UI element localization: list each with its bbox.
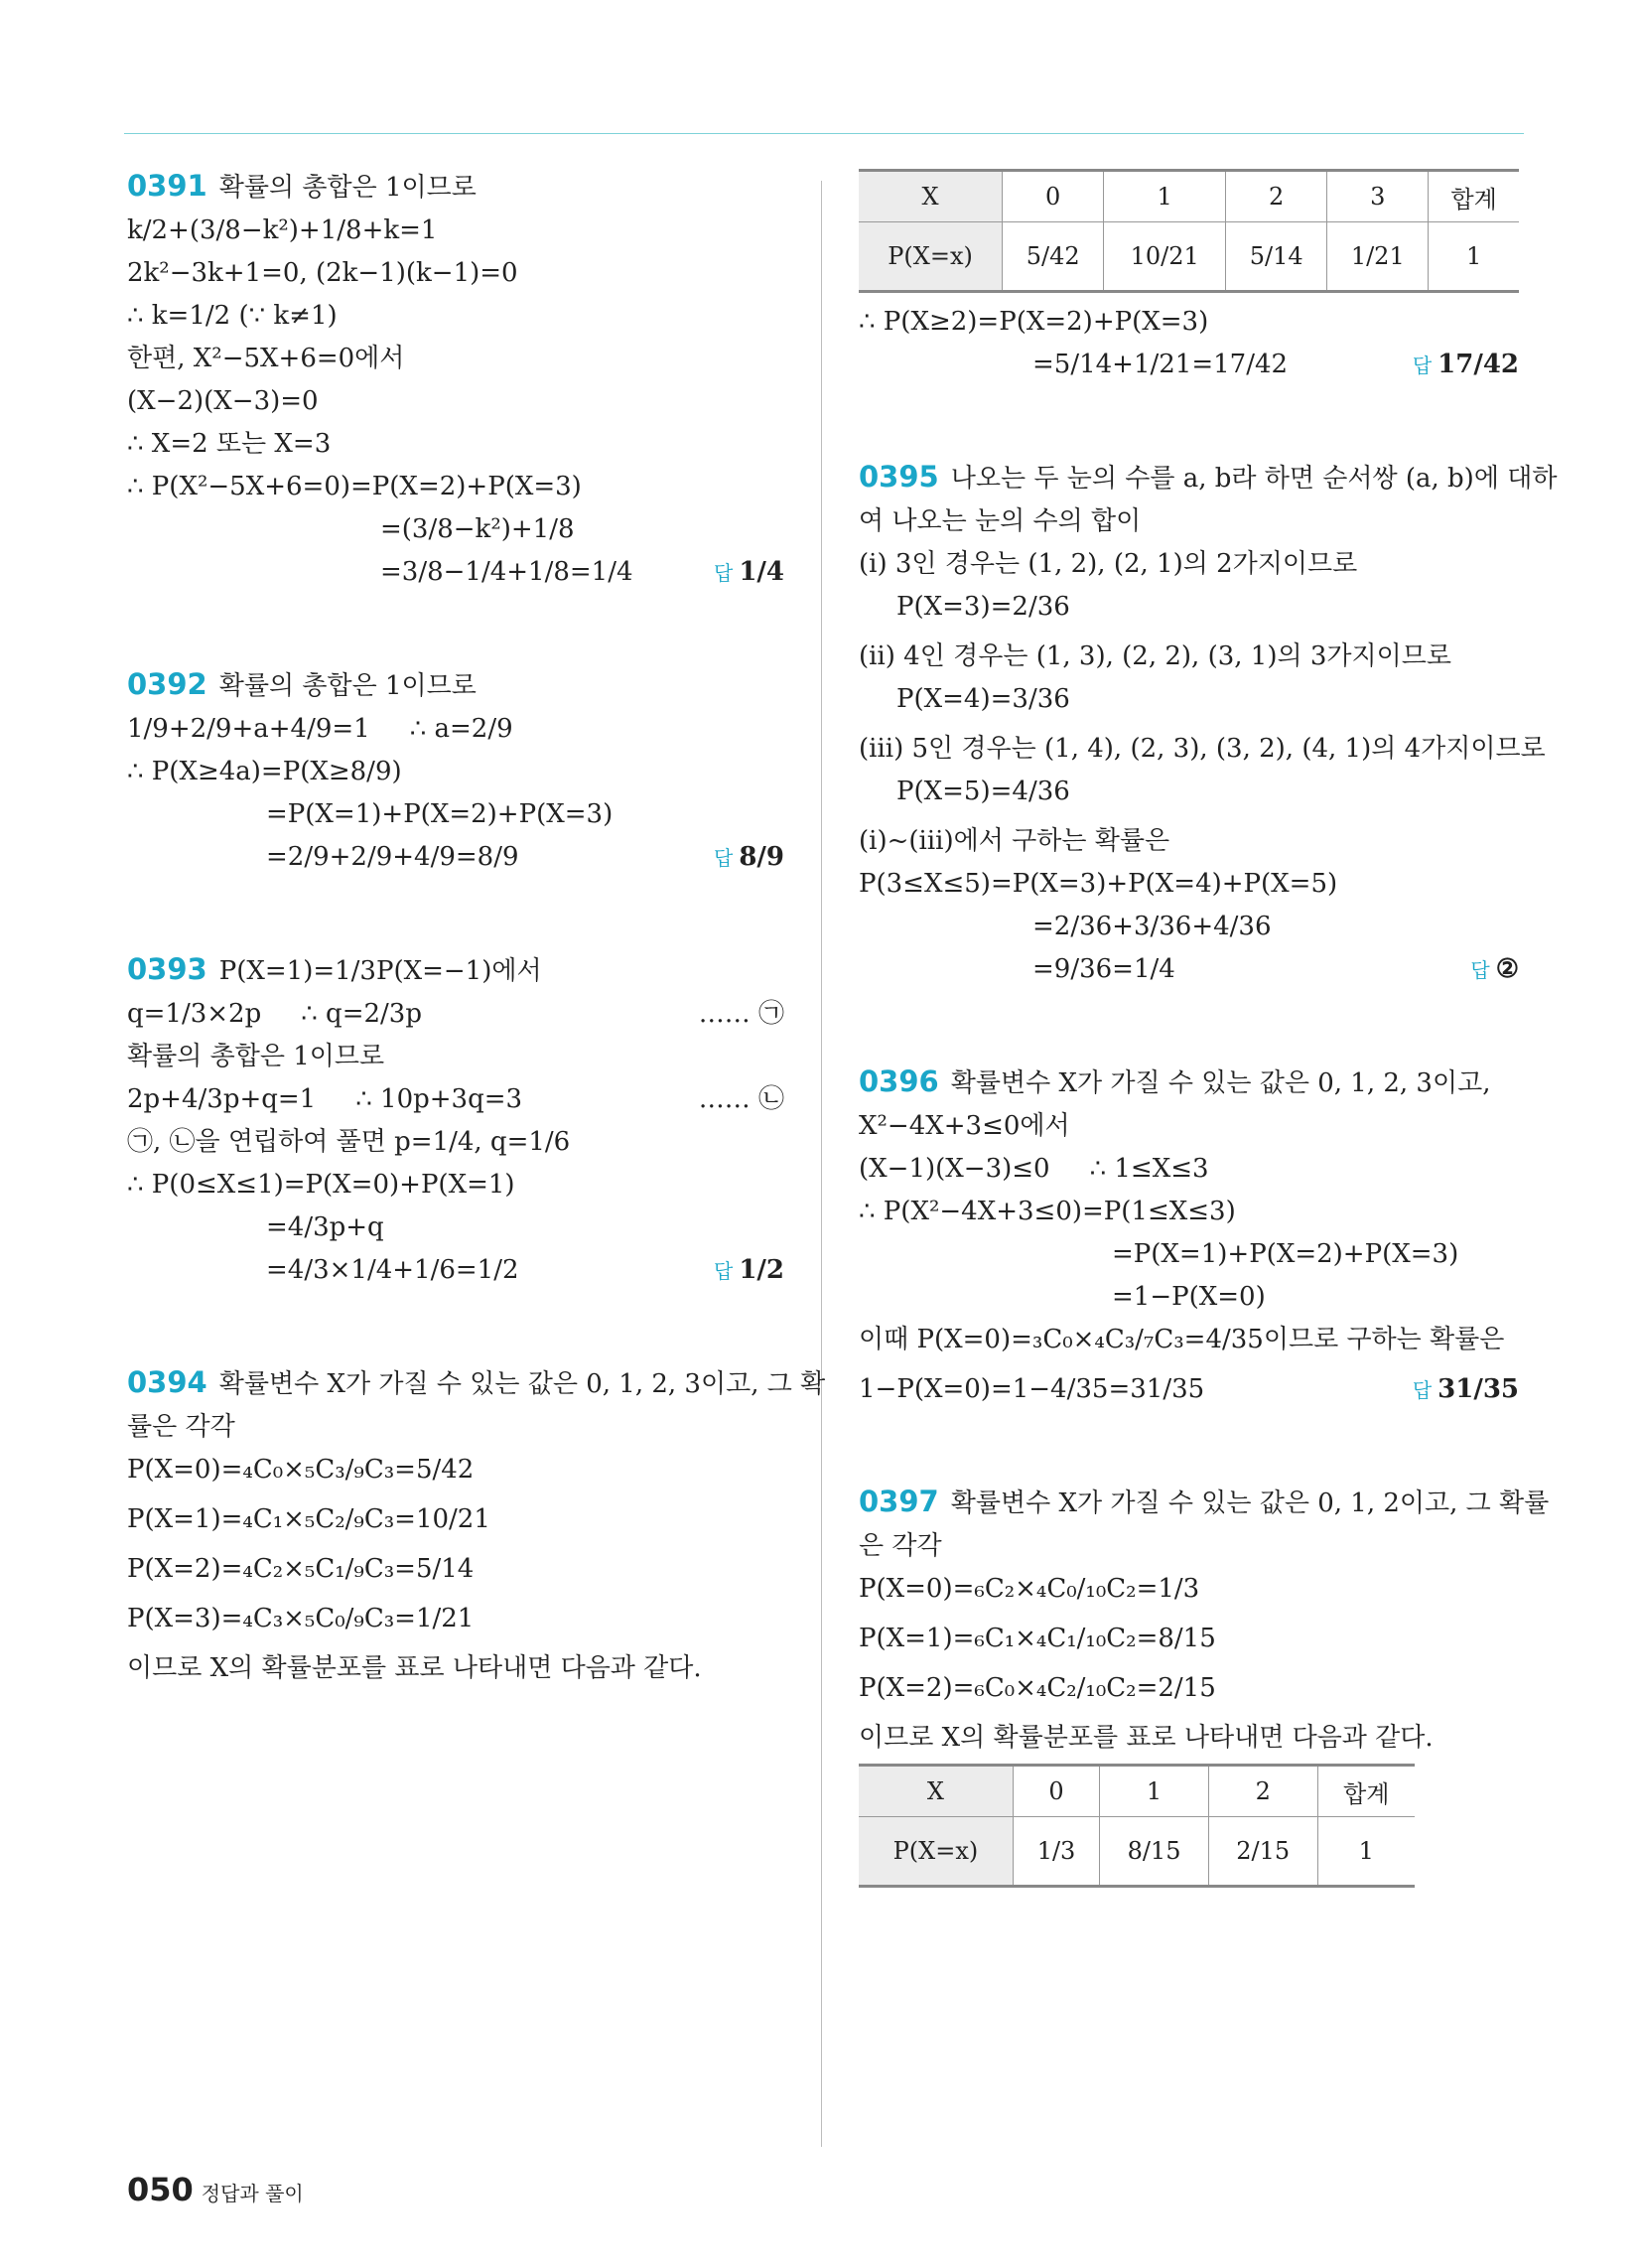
table-row (859, 222, 1519, 292)
solution-line: (ⅱ) 4인 경우는 (1, 3), (2, 2), (3, 1)의 3가지이므로 (859, 641, 1451, 671)
answer-label: 답 (713, 846, 734, 870)
answer-label: 답 (1412, 1378, 1433, 1402)
solution-line: ∴ P(X≥4a)=P(X≥8/9) (127, 757, 402, 786)
equation-mark: …… ㉡ (698, 1084, 784, 1114)
answer-value: 8/9 (739, 842, 784, 872)
column-divider (821, 181, 822, 2147)
problem-0394 (127, 1365, 826, 1685)
solution-line: =P(X=1)+P(X=2)+P(X=3) (1112, 1239, 1459, 1269)
problem-number: 0391 (127, 169, 207, 203)
equation-mark: …… ㉠ (698, 999, 784, 1029)
solution-line: 이므로 X의 확률분포를 표로 나타내면 다음과 같다. (859, 1723, 1434, 1753)
table-cell: 1/21 (1327, 222, 1429, 292)
table-row (859, 171, 1519, 222)
solution-line: (ⅰ) 3인 경우는 (1, 2), (2, 1)의 2가지이므로 (859, 549, 1358, 579)
table-cell: 5/14 (1226, 222, 1327, 292)
solution-line: (ⅲ) 5인 경우는 (1, 4), (2, 3), (3, 2), (4, 1)의 4가지이므로 (859, 734, 1546, 764)
answer-label: 답 (1412, 354, 1433, 377)
solution-line: ㉠, ㉡을 연립하여 풀면 p=1/4, q=1/6 (127, 1127, 571, 1157)
solution-line: P(X=5)=4/36 (896, 777, 1070, 806)
solution-line: P(X=4)=3/36 (896, 684, 1070, 714)
solution-line: =2/9+2/9+4/9=8/9 (266, 842, 519, 872)
problem-number: 0393 (127, 952, 207, 986)
table-cell: 1/3 (1013, 1817, 1099, 1887)
solution-line: P(X=0)=₆C₂×₄C₀/₁₀C₂=1/3 (859, 1574, 1200, 1604)
left-column (127, 169, 826, 1694)
problem-number: 0394 (127, 1365, 207, 1399)
answer-value: ② (1495, 954, 1519, 984)
problem-number: 0392 (127, 667, 207, 701)
table-cell: 2/15 (1208, 1817, 1317, 1887)
right-column (859, 169, 1558, 1900)
answer-value: 1/2 (739, 1255, 784, 1285)
table-cell: 1 (1317, 1817, 1415, 1887)
answer (1413, 1372, 1519, 1407)
table-header: 2 (1208, 1766, 1317, 1817)
table-cell: 10/21 (1104, 222, 1226, 292)
table-row (859, 1766, 1415, 1817)
table-cell: 1 (1429, 222, 1519, 292)
solution-line: 1/9+2/9+a+4/9=1 (127, 714, 370, 744)
solution-line: =3/8−1/4+1/8=1/4 (380, 557, 633, 587)
table-header: 0 (1013, 1766, 1099, 1817)
solution-line: P(X=1)=₄C₁×₅C₂/₉C₃=10/21 (127, 1504, 490, 1534)
answer-value: 17/42 (1437, 350, 1519, 379)
table-cell: 5/42 (1003, 222, 1104, 292)
distribution-table-0397 (859, 1764, 1415, 1888)
solution-line: 확률의 총합은 1이므로 (218, 671, 477, 701)
solution-line: =(3/8−k²)+1/8 (380, 514, 575, 544)
solution-line: ∴ X=2 또는 X=3 (127, 429, 332, 459)
solution-line: 확률의 총합은 1이므로 (218, 173, 477, 203)
solution-line: P(X=1)=₆C₁×₄C₁/₁₀C₂=8/15 (859, 1624, 1216, 1653)
table-header: 2 (1226, 171, 1327, 222)
answer-value: 1/4 (739, 557, 784, 587)
problem-0395 (859, 460, 1558, 986)
solution-line: 2p+4/3p+q=1 (127, 1084, 317, 1114)
table-row-label: P(X=x) (859, 222, 1003, 292)
table-row (859, 1817, 1415, 1887)
solution-line: 률은 각각 (127, 1412, 235, 1442)
problem-0393 (127, 952, 784, 1287)
solution-line: ∴ P(X²−5X+6=0)=P(X=2)+P(X=3) (127, 472, 582, 501)
solution-line: =P(X=1)+P(X=2)+P(X=3) (266, 799, 614, 829)
problem-number: 0396 (859, 1064, 939, 1098)
solution-line: ∴ P(0≤X≤1)=P(X=0)+P(X=1) (127, 1170, 515, 1200)
solution-line: =4/3×1/4+1/6=1/2 (266, 1255, 519, 1285)
solution-line: P(X=2)=₄C₂×₅C₁/₉C₃=5/14 (127, 1554, 475, 1584)
footer-label: 정답과 풀이 (201, 2182, 304, 2205)
solution-line: ∴ P(X≥2)=P(X=2)+P(X=3) (859, 307, 1209, 337)
problem-0397 (859, 1485, 1550, 1888)
problem-0392 (127, 667, 784, 874)
table-header: X (859, 1766, 1013, 1817)
solution-line: 확률변수 X가 가질 수 있는 값은 0, 1, 2이고, 그 확률 (950, 1488, 1550, 1518)
solution-line: 은 각각 (859, 1531, 942, 1561)
answer (714, 555, 784, 590)
solution-line: P(X=0)=₄C₀×₅C₃/₉C₃=5/42 (127, 1455, 475, 1485)
table-cell: 8/15 (1100, 1817, 1209, 1887)
solution-line: =9/36=1/4 (1032, 954, 1175, 984)
solution-line: =1−P(X=0) (1112, 1282, 1266, 1312)
answer-label: 답 (1470, 958, 1490, 982)
problem-number: 0395 (859, 460, 939, 494)
solution-line: 나오는 두 눈의 수를 a, b라 하면 순서쌍 (a, b)에 대하 (950, 464, 1558, 494)
answer-label: 답 (713, 1259, 734, 1283)
table-header: 합계 (1429, 171, 1519, 222)
answer (1470, 952, 1519, 987)
answer-value: 31/35 (1437, 1374, 1519, 1404)
solution-line: (X−2)(X−3)=0 (127, 386, 319, 416)
solution-line: ∴ a=2/9 (409, 714, 513, 744)
solution-line: 2k²−3k+1=0, (2k−1)(k−1)=0 (127, 258, 518, 288)
solution-line: P(X=3)=2/36 (896, 592, 1070, 622)
solution-line: k/2+(3/8−k²)+1/8+k=1 (127, 215, 438, 245)
solution-line: 이므로 X의 확률분포를 표로 나타내면 다음과 같다. (127, 1653, 702, 1683)
solution-line: ∴ 10p+3q=3 (355, 1084, 523, 1114)
solution-line: P(X=3)=₄C₃×₅C₀/₉C₃=1/21 (127, 1604, 475, 1633)
table-header: X (859, 171, 1003, 222)
solution-line: 확률의 총합은 1이므로 (127, 1042, 385, 1071)
solution-line: ∴ 1≤X≤3 (1089, 1154, 1209, 1184)
table-row-label: P(X=x) (859, 1817, 1013, 1887)
solution-line: ∴ k=1/2 (∵ k≠1) (127, 301, 338, 331)
table-header: 1 (1104, 171, 1226, 222)
solution-line: X²−4X+3≤0에서 (859, 1111, 1070, 1141)
solution-line: 여 나오는 눈의 수의 합이 (859, 506, 1142, 536)
solution-line: P(X=1)=1/3P(X=−1)에서 (218, 956, 542, 986)
page-number: 050 (127, 2171, 194, 2208)
solution-line: (ⅰ)~(ⅲ)에서 구하는 확률은 (859, 826, 1170, 856)
solution-line: 확률변수 X가 가질 수 있는 값은 0, 1, 2, 3이고, 그 확 (218, 1369, 826, 1399)
page-footer (127, 2171, 304, 2208)
distribution-table-0394 (859, 169, 1519, 293)
problem-0391 (127, 169, 784, 589)
answer (714, 840, 784, 875)
problem-0396 (859, 1064, 1519, 1406)
answer (1413, 348, 1519, 382)
table-header: 1 (1100, 1766, 1209, 1817)
answer-label: 답 (713, 561, 734, 585)
solution-line: 1−P(X=0)=1−4/35=31/35 (859, 1374, 1205, 1404)
table-header: 3 (1327, 171, 1429, 222)
solution-line: P(X=2)=₆C₀×₄C₂/₁₀C₂=2/15 (859, 1673, 1216, 1703)
problem-number: 0397 (859, 1485, 939, 1518)
solution-line: ∴ q=2/3p (301, 999, 422, 1029)
top-rule (124, 133, 1524, 134)
solution-line: 확률변수 X가 가질 수 있는 값은 0, 1, 2, 3이고, (950, 1068, 1491, 1098)
solution-line: (X−1)(X−3)≤0 (859, 1154, 1050, 1184)
table-header: 0 (1003, 171, 1104, 222)
solution-line: P(3≤X≤5)=P(X=3)+P(X=4)+P(X=5) (859, 869, 1338, 899)
solution-line: ∴ P(X²−4X+3≤0)=P(1≤X≤3) (859, 1197, 1236, 1226)
table-header: 합계 (1317, 1766, 1415, 1817)
solution-line: =4/3p+q (266, 1212, 384, 1242)
solution-line: =5/14+1/21=17/42 (1032, 350, 1289, 379)
solution-line: q=1/3×2p (127, 999, 262, 1029)
solution-line: 한편, X²−5X+6=0에서 (127, 344, 405, 373)
solution-line: =2/36+3/36+4/36 (1032, 912, 1272, 941)
solution-line: 이때 P(X=0)=₃C₀×₄C₃/₇C₃=4/35이므로 구하는 확률은 (859, 1325, 1505, 1354)
answer (714, 1253, 784, 1288)
